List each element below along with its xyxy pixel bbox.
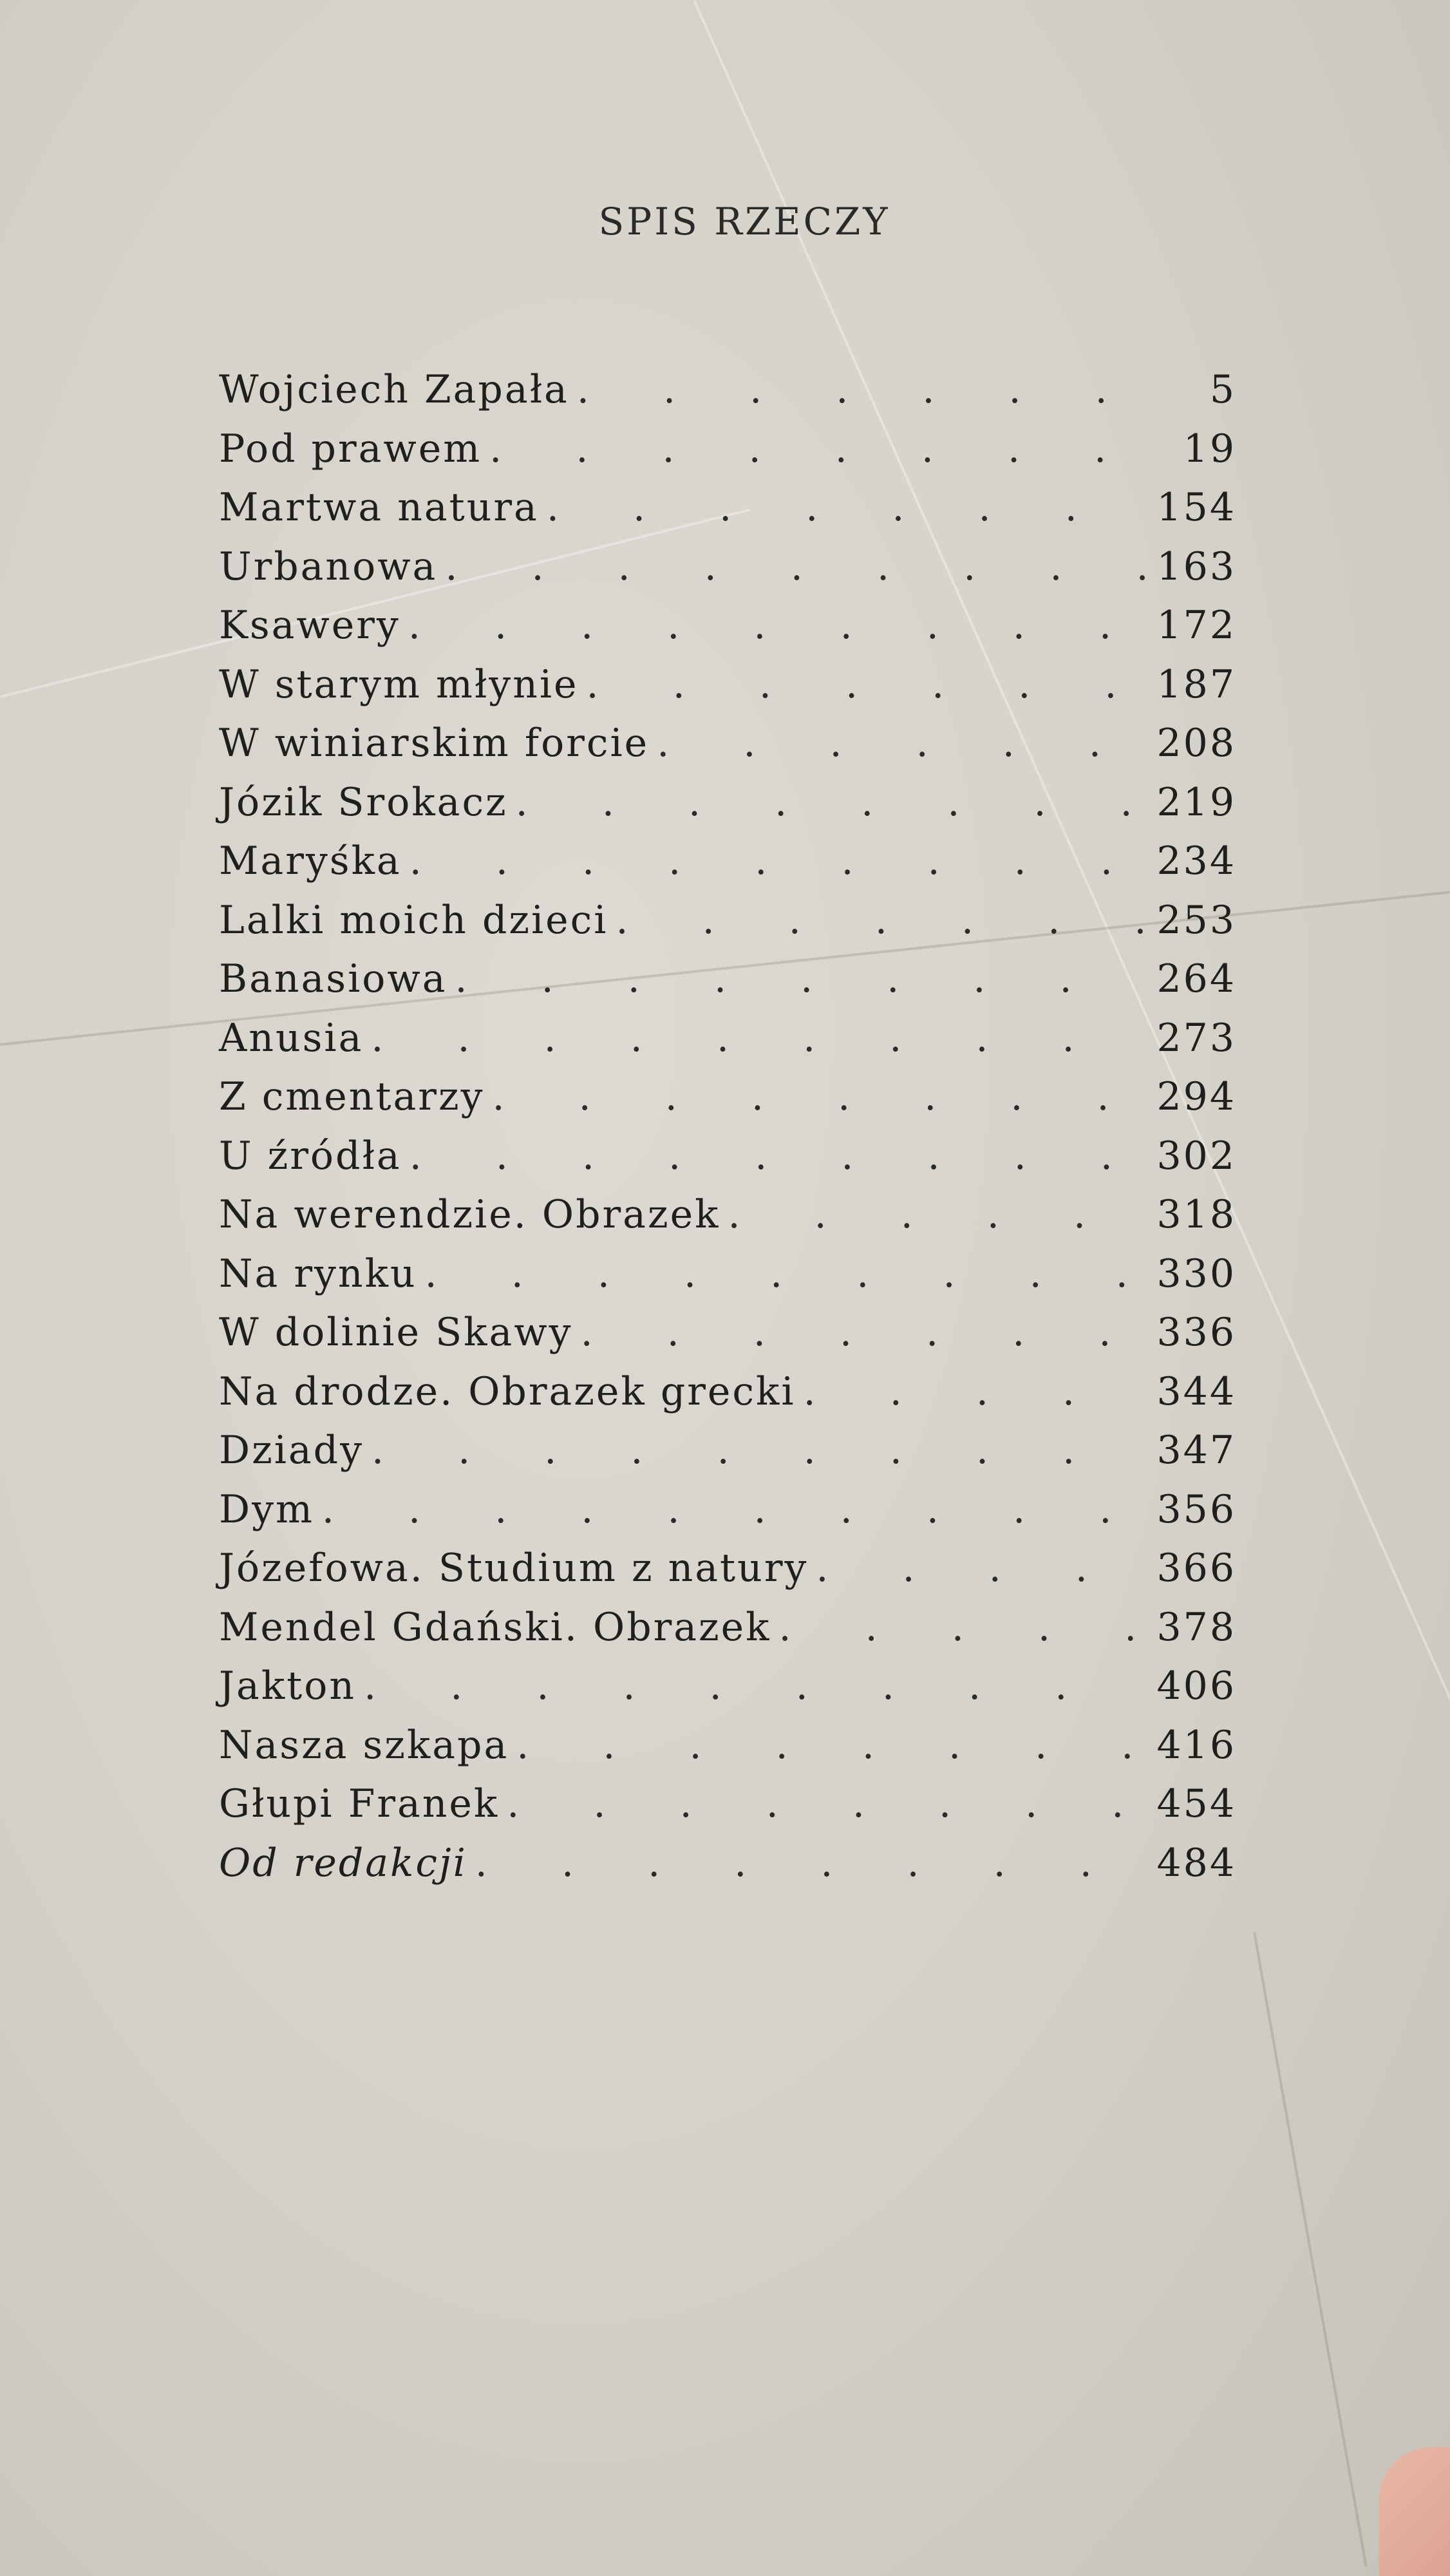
toc-entry-page: 454 — [1156, 1781, 1236, 1826]
dot-leader — [322, 1487, 1145, 1532]
toc-entry-page: 253 — [1156, 897, 1236, 943]
dot-leader — [804, 1369, 1145, 1414]
toc-entry — [219, 898, 1236, 957]
toc-entry-page: 294 — [1156, 1074, 1236, 1119]
dot-leader — [489, 426, 1145, 471]
toc-entry-page: 347 — [1156, 1428, 1236, 1473]
toc-entry-title: Dym — [219, 1486, 314, 1532]
toc-entry — [219, 1074, 1236, 1133]
toc-entry-title: Anusia — [219, 1015, 364, 1061]
toc-entry-title: Głupi Franek — [219, 1781, 500, 1826]
dot-leader — [425, 1251, 1145, 1296]
toc-entry-title: W winiarskim forcie — [219, 721, 650, 766]
toc-entry-title: Od redakcji — [219, 1840, 467, 1886]
toc-entry-page: 378 — [1156, 1604, 1236, 1650]
dot-leader — [547, 485, 1145, 530]
toc-entry — [219, 1428, 1236, 1487]
toc-entry-page: 366 — [1156, 1546, 1236, 1591]
toc-entry-title: Jakton — [219, 1663, 357, 1709]
toc-entry-title: Ksawery — [219, 603, 400, 648]
toc-entry-title: Martwa natura — [219, 485, 539, 530]
toc-entry — [219, 544, 1236, 603]
toc-entry-page: 163 — [1156, 544, 1236, 589]
dot-leader — [779, 1605, 1145, 1650]
toc-entry-title: Z cmentarzy — [219, 1074, 485, 1119]
toc-entry-page: 208 — [1156, 721, 1236, 766]
dot-leader — [372, 1428, 1145, 1473]
toc-entry-title: Wojciech Zapała — [219, 367, 569, 412]
toc-entry-page: 330 — [1156, 1251, 1236, 1296]
toc-entry-title: Dziady — [219, 1428, 364, 1473]
toc-entry — [219, 1310, 1236, 1369]
toc-entry — [219, 603, 1236, 662]
dot-leader — [475, 1841, 1145, 1886]
toc-entry-title: Józefowa. Studium z natury — [219, 1546, 809, 1591]
toc-entry — [219, 721, 1236, 780]
dot-leader — [657, 721, 1145, 766]
toc-entry-title: Maryśka — [219, 838, 402, 884]
dot-leader — [364, 1663, 1145, 1709]
toc-entry — [219, 1546, 1236, 1605]
toc-entry — [219, 1841, 1236, 1900]
toc-entry-title: Nasza szkapa — [219, 1722, 509, 1768]
toc-entry — [219, 838, 1236, 898]
toc-entry-title: Urbanowa — [219, 544, 438, 589]
toc-entry — [219, 1781, 1236, 1841]
toc-entry-title: W starym młynie — [219, 661, 579, 707]
dot-leader — [408, 603, 1145, 648]
toc-entry-page: 356 — [1156, 1486, 1236, 1532]
toc-entry-page: 273 — [1156, 1015, 1236, 1061]
dot-leader — [581, 1310, 1145, 1355]
toc-entry — [219, 1723, 1236, 1782]
toc-entry — [219, 1663, 1236, 1723]
toc-entry — [219, 1133, 1236, 1193]
toc-entry-title: Banasiowa — [219, 956, 447, 1001]
toc-entry-page: 336 — [1156, 1310, 1236, 1355]
table-of-contents — [219, 367, 1236, 1899]
dot-leader — [445, 544, 1145, 589]
toc-entry — [219, 367, 1236, 426]
dot-leader — [816, 1546, 1145, 1591]
dot-leader — [587, 662, 1145, 707]
dot-leader — [410, 838, 1145, 884]
toc-entry-page: 5 — [1209, 367, 1236, 412]
toc-entry-page: 219 — [1156, 779, 1236, 825]
toc-entry-title: Na werendzie. Obrazek — [219, 1192, 720, 1237]
toc-entry — [219, 1605, 1236, 1664]
toc-entry — [219, 1487, 1236, 1546]
dot-leader — [516, 780, 1145, 825]
toc-entry-page: 154 — [1156, 485, 1236, 530]
toc-entry-page: 172 — [1156, 603, 1236, 648]
dot-leader — [507, 1781, 1145, 1826]
toc-entry — [219, 956, 1236, 1016]
toc-entry-title: Józik Srokacz — [219, 779, 508, 825]
toc-entry-page: 234 — [1156, 838, 1236, 884]
toc-entry-page: 318 — [1156, 1192, 1236, 1237]
toc-entry-title: Mendel Gdański. Obrazek — [219, 1604, 771, 1650]
toc-entry — [219, 1251, 1236, 1311]
dot-leader — [728, 1192, 1145, 1237]
dot-leader — [492, 1074, 1145, 1119]
toc-entry — [219, 780, 1236, 839]
toc-entry — [219, 426, 1236, 486]
toc-entry-title: Na drodze. Obrazek grecki — [219, 1368, 796, 1414]
toc-entry-page: 344 — [1156, 1368, 1236, 1414]
thumb — [1379, 2447, 1450, 2576]
toc-entry-title: W dolinie Skawy — [219, 1310, 573, 1355]
dot-leader — [410, 1133, 1145, 1179]
toc-entry — [219, 662, 1236, 721]
paper-crease — [1253, 1932, 1368, 2567]
toc-entry — [219, 1192, 1236, 1251]
page-title: SPIS RZECZY — [598, 200, 890, 243]
toc-entry — [219, 1369, 1236, 1428]
dot-leader — [577, 367, 1145, 412]
dot-leader — [516, 1723, 1145, 1768]
toc-entry-page: 264 — [1156, 956, 1236, 1001]
toc-entry-title: U źródła — [219, 1133, 402, 1179]
toc-entry — [219, 485, 1236, 544]
toc-entry-page: 302 — [1156, 1133, 1236, 1179]
dot-leader — [371, 1016, 1145, 1061]
toc-entry-page: 19 — [1183, 426, 1236, 471]
toc-entry-title: Lalki moich dzieci — [219, 897, 608, 943]
toc-entry — [219, 1016, 1236, 1075]
dot-leader — [455, 956, 1145, 1001]
toc-entry-page: 406 — [1156, 1663, 1236, 1709]
toc-entry-page: 187 — [1156, 661, 1236, 707]
toc-entry-page: 484 — [1156, 1840, 1236, 1886]
toc-entry-title: Na rynku — [219, 1251, 417, 1296]
toc-entry-page: 416 — [1156, 1722, 1236, 1768]
toc-entry-title: Pod prawem — [219, 426, 482, 471]
dot-leader — [616, 898, 1145, 943]
